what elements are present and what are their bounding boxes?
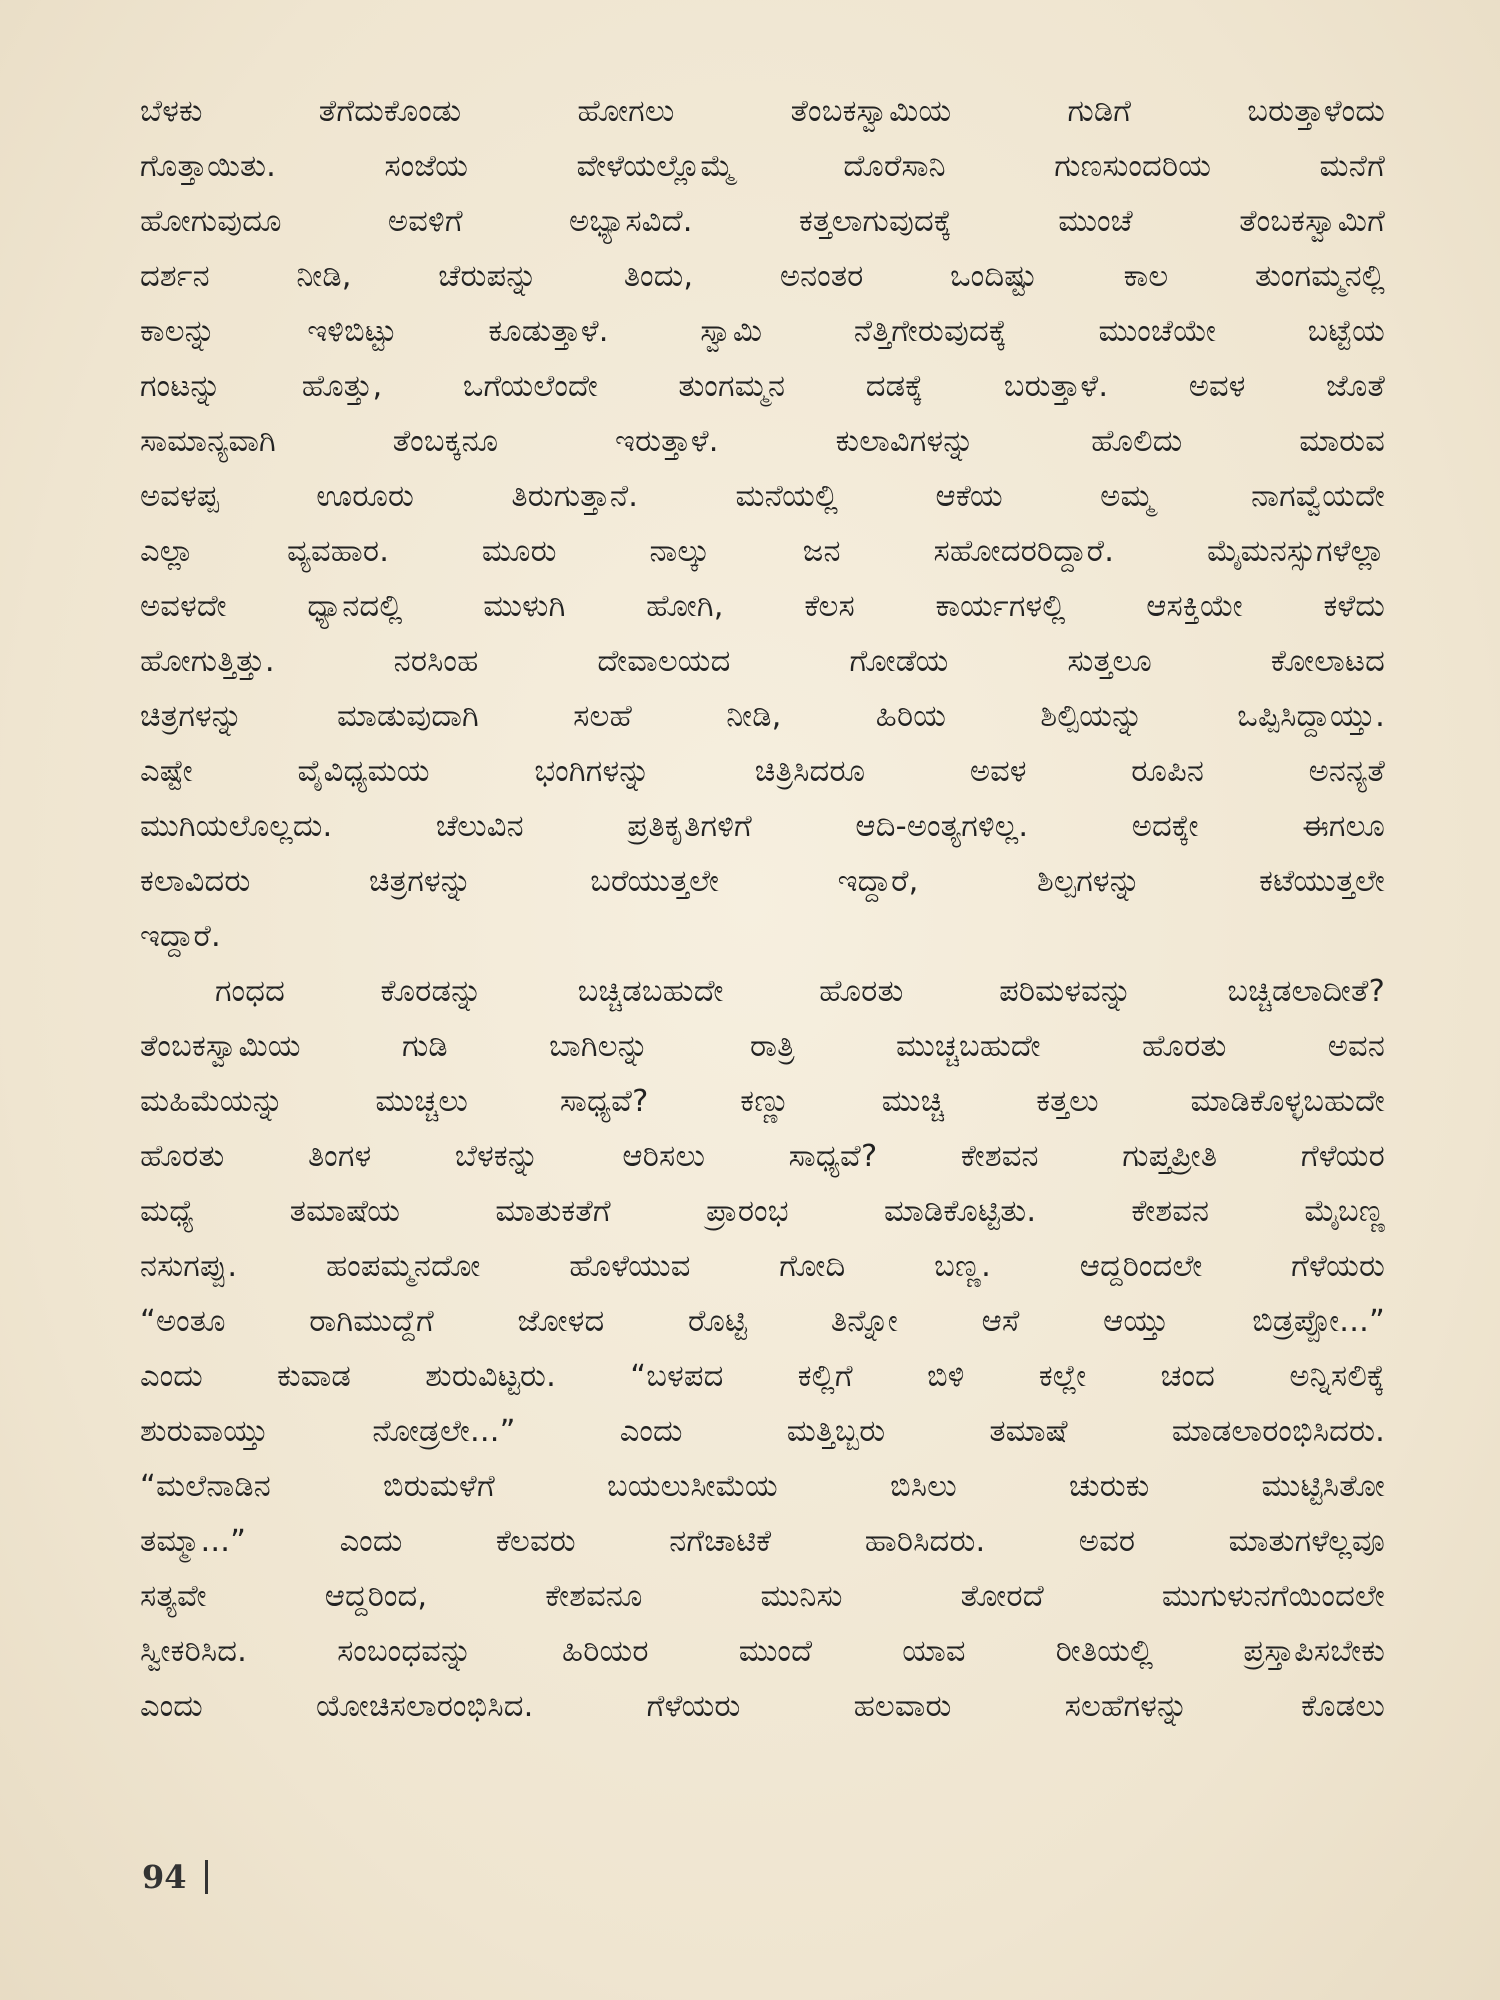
text-line: ಗಂಧದ ಕೊರಡನ್ನು ಬಚ್ಚಿಡಬಹುದೇ ಹೊರತು ಪರಿಮಳವನ್ನು ಬಚ್ಚಿಡಲಾದೀತೆ?: [215, 974, 1385, 1009]
text-line: ದರ್ಶನ ನೀಡಿ, ಚೆರುಪನ್ನು ತಿಂದು, ಅನಂತರ ಒಂದಿಷ್ಟು ಕಾಲ ತುಂಗಮ್ಮನಲ್ಲಿ: [140, 259, 1385, 294]
text-line: ಬೆಳಕು ತೆಗೆದುಕೊಂಡು ಹೋಗಲು ತೆಂಬಕಸ್ವಾಮಿಯ ಗುಡಿಗೆ ಬರುತ್ತಾಳೆಂದು: [140, 94, 1385, 129]
text-line: ಸತ್ಯವೇ ಆದ್ದರಿಂದ, ಕೇಶವನೂ ಮುನಿಸು ತೋರದೆ ಮುಗುಳುನಗೆಯಿಂದಲೇ: [140, 1579, 1385, 1614]
text-line: ಹೋಗುವುದೂ ಅವಳಿಗೆ ಅಭ್ಯಾಸವಿದೆ. ಕತ್ತಲಾಗುವುದಕ್ಕೆ ಮುಂಚೆ ತೆಂಬಕಸ್ವಾಮಿಗೆ: [140, 204, 1385, 239]
paragraph: [140, 84, 1385, 964]
text-line: ಎಲ್ಲಾ ವ್ಯವಹಾರ. ಮೂರು ನಾಲ್ಕು ಜನ ಸಹೋದರರಿದ್ದಾರೆ. ಮೈಮನಸ್ಸುಗಳೆಲ್ಲಾ: [140, 534, 1385, 569]
text-line: ಗೊತ್ತಾಯಿತು. ಸಂಜೆಯ ವೇಳೆಯಲ್ಲೊಮ್ಮೆ ದೊರೆಸಾನಿ ಗುಣಸುಂದರಿಯ ಮನೆಗೆ: [140, 149, 1385, 184]
text-line: ಇದ್ದಾರೆ.: [140, 919, 221, 954]
text-line: ಸ್ವೀಕರಿಸಿದ. ಸಂಬಂಧವನ್ನು ಹಿರಿಯರ ಮುಂದೆ ಯಾವ ರೀತಿಯಲ್ಲಿ ಪ್ರಸ್ತಾಪಿಸಬೇಕು: [140, 1634, 1385, 1669]
text-line: ಮುಗಿಯಲೊಲ್ಲದು. ಚೆಲುವಿನ ಪ್ರತಿಕೃತಿಗಳಿಗೆ ಆದಿ-ಅಂತ್ಯಗಳಿಲ್ಲ. ಅದಕ್ಕೇ ಈಗಲೂ: [140, 809, 1385, 844]
page-number-divider: [205, 1860, 208, 1894]
text-line: ಅವಳಪ್ಪ ಊರೂರು ತಿರುಗುತ್ತಾನೆ. ಮನೆಯಲ್ಲಿ ಆಕೆಯ ಅಮ್ಮ ನಾಗವ್ವೆಯದೇ: [140, 479, 1385, 514]
text-line: ಶುರುವಾಯ್ತು ನೋಡ್ರಲೇ...” ಎಂದು ಮತ್ತಿಬ್ಬರು ತಮಾಷೆ ಮಾಡಲಾರಂಭಿಸಿದರು.: [140, 1414, 1385, 1449]
text-line: ಹೋಗುತ್ತಿತ್ತು. ನರಸಿಂಹ ದೇವಾಲಯದ ಗೋಡೆಯ ಸುತ್ತಲೂ ಕೋಲಾಟದ: [140, 644, 1385, 679]
text-line: “ಮಲೆನಾಡಿನ ಬಿರುಮಳೆಗೆ ಬಯಲುಸೀಮೆಯ ಬಿಸಿಲು ಚುರುಕು ಮುಟ್ಟಿಸಿತೋ: [140, 1469, 1385, 1504]
text-line: ಎಷ್ಟೇ ವೈವಿಧ್ಯಮಯ ಭಂಗಿಗಳನ್ನು ಚಿತ್ರಿಸಿದರೂ ಅವಳ ರೂಪಿನ ಅನನ್ಯತೆ: [140, 754, 1385, 789]
page-number: 94: [142, 1858, 187, 1896]
text-line: ಸಾಮಾನ್ಯವಾಗಿ ತೆಂಬಕ್ಕನೂ ಇರುತ್ತಾಳೆ. ಕುಲಾವಿಗಳನ್ನು ಹೊಲಿದು ಮಾರುವ: [140, 424, 1385, 459]
text-line: ತೆಂಬಕಸ್ವಾಮಿಯ ಗುಡಿ ಬಾಗಿಲನ್ನು ರಾತ್ರಿ ಮುಚ್ಚಬಹುದೇ ಹೊರತು ಅವನ: [140, 1029, 1385, 1064]
page-footer: [142, 1858, 208, 1896]
body-text: [140, 84, 1385, 1734]
text-line: ತಮ್ಮಾ...” ಎಂದು ಕೆಲವರು ನಗೆಚಾಟಿಕೆ ಹಾರಿಸಿದರು. ಅವರ ಮಾತುಗಳೆಲ್ಲವೂ: [140, 1524, 1385, 1559]
text-line: “ಅಂತೂ ರಾಗಿಮುದ್ದೆಗೆ ಜೋಳದ ರೊಟ್ಟಿ ತಿನ್ನೋ ಆಸೆ ಆಯ್ತು ಬಿಡ್ರಪ್ಪೋ...”: [140, 1304, 1385, 1339]
text-line: ಹೊರತು ತಿಂಗಳ ಬೆಳಕನ್ನು ಆರಿಸಲು ಸಾಧ್ಯವೆ? ಕೇಶವನ ಗುಪ್ತಪ್ರೀತಿ ಗೆಳೆಯರ: [140, 1139, 1385, 1174]
text-line: ಅವಳದೇ ಧ್ಯಾನದಲ್ಲಿ ಮುಳುಗಿ ಹೋಗಿ, ಕೆಲಸ ಕಾರ್ಯಗಳಲ್ಲಿ ಆಸಕ್ತಿಯೇ ಕಳೆದು: [140, 589, 1385, 624]
text-line: ಮಹಿಮೆಯನ್ನು ಮುಚ್ಚಲು ಸಾಧ್ಯವೆ? ಕಣ್ಣು ಮುಚ್ಚಿ ಕತ್ತಲು ಮಾಡಿಕೊಳ್ಳಬಹುದೇ: [140, 1084, 1385, 1119]
text-line: ಕಲಾವಿದರು ಚಿತ್ರಗಳನ್ನು ಬರೆಯುತ್ತಲೇ ಇದ್ದಾರೆ, ಶಿಲ್ಪಗಳನ್ನು ಕಟೆಯುತ್ತಲೇ: [140, 864, 1385, 899]
text-line: ಚಿತ್ರಗಳನ್ನು ಮಾಡುವುದಾಗಿ ಸಲಹೆ ನೀಡಿ, ಹಿರಿಯ ಶಿಲ್ಪಿಯನ್ನು ಒಪ್ಪಿಸಿದ್ದಾಯ್ತು.: [140, 699, 1385, 734]
text-line: ಕಾಲನ್ನು ಇಳಿಬಿಟ್ಟು ಕೂಡುತ್ತಾಳೆ. ಸ್ವಾಮಿ ನೆತ್ತಿಗೇರುವುದಕ್ಕೆ ಮುಂಚೆಯೇ ಬಟ್ಟೆಯ: [140, 314, 1385, 349]
paragraph: [140, 964, 1385, 1734]
text-line: ಮಧ್ಯೆ ತಮಾಷೆಯ ಮಾತುಕತೆಗೆ ಪ್ರಾರಂಭ ಮಾಡಿಕೊಟ್ಟಿತು. ಕೇಶವನ ಮೈಬಣ್ಣ: [140, 1194, 1385, 1229]
text-line: ಗಂಟನ್ನು ಹೊತ್ತು, ಒಗೆಯಲೆಂದೇ ತುಂಗಮ್ಮನ ದಡಕ್ಕೆ ಬರುತ್ತಾಳೆ. ಅವಳ ಜೊತೆ: [140, 369, 1385, 404]
text-line: ಎಂದು ಯೋಚಿಸಲಾರಂಭಿಸಿದ. ಗೆಳೆಯರು ಹಲವಾರು ಸಲಹೆಗಳನ್ನು ಕೊಡಲು: [140, 1689, 1385, 1724]
text-line: ಎಂದು ಕುವಾಡ ಶುರುವಿಟ್ಟರು. “ಬಳಪದ ಕಲ್ಲಿಗೆ ಬಿಳಿ ಕಲ್ಲೇ ಚಂದ ಅನ್ನಿಸಲಿಕ್ಕೆ: [140, 1359, 1385, 1394]
text-line: ನಸುಗಪ್ಪು. ಹಂಪಮ್ಮನದೋ ಹೊಳೆಯುವ ಗೋದಿ ಬಣ್ಣ. ಆದ್ದರಿಂದಲೇ ಗೆಳೆಯರು: [140, 1249, 1385, 1284]
